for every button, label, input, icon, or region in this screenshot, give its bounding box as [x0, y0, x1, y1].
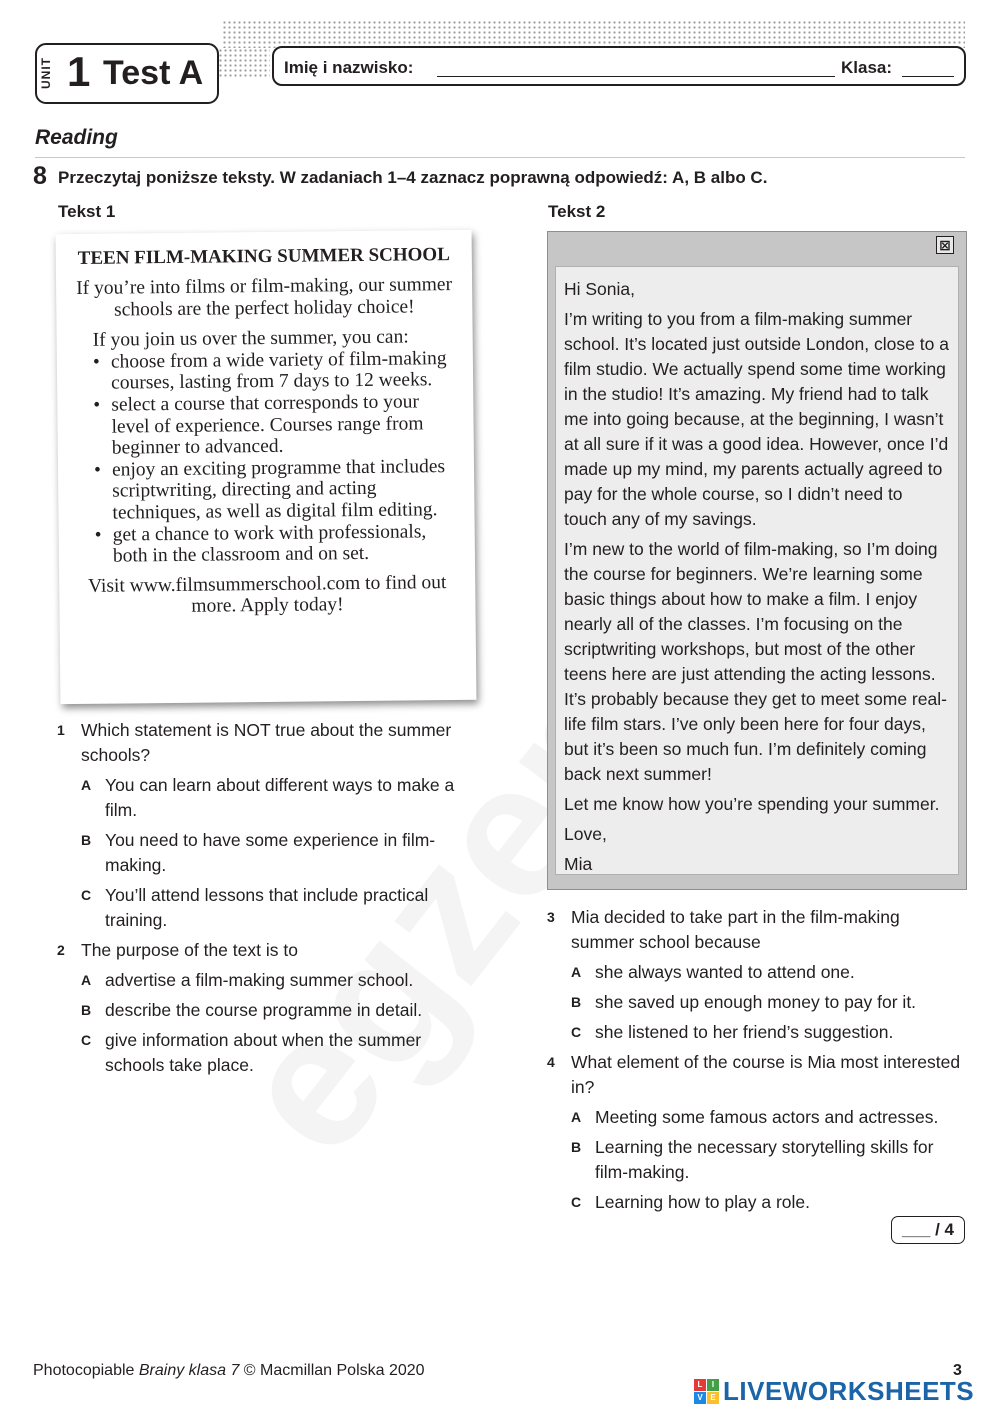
question-2 [57, 938, 477, 963]
logo-tile: E [707, 1392, 719, 1404]
task-instruction: Przeczytaj poniższe teksty. W zadaniach 1–4 zaznacz poprawną odpowiedź: A, B albo C. [58, 168, 768, 187]
header-dotted-band-left [218, 48, 270, 78]
option-3c[interactable] [547, 1020, 965, 1045]
unit-badge [35, 43, 219, 104]
email-greeting: Hi Sonia, [564, 279, 636, 299]
email-window-text2 [547, 231, 967, 890]
option-text: You need to have some experience in film-making. [105, 830, 436, 875]
liveworksheets-icon [694, 1379, 719, 1404]
question-1 [57, 718, 477, 768]
option-letter: B [81, 832, 92, 848]
option-letter: B [571, 994, 582, 1010]
question-text: Mia decided to take part in the film-making summer school because [571, 907, 900, 952]
email-closing: Love, [564, 824, 607, 844]
unit-word: UNIT [39, 57, 53, 89]
question-text: Which statement is NOT true about the summer schools? [81, 720, 452, 765]
section-divider [35, 157, 965, 158]
question-text: What element of the course is Mia most interested in? [571, 1052, 961, 1097]
option-text: describe the course programme in detail. [105, 1000, 423, 1020]
text1-label: Tekst 1 [58, 202, 116, 221]
option-text: Learning how to play a role. [595, 1192, 810, 1212]
option-4a[interactable] [547, 1105, 965, 1130]
text2-label: Tekst 2 [548, 202, 606, 221]
footer-book-title: Brainy klasa 7 [138, 1362, 240, 1379]
footer-suffix: © Macmillan Polska 2020 [239, 1362, 425, 1379]
option-letter: A [571, 964, 582, 980]
poster-visit: Visit www.filmsummerschool.com to find out more. Apply today! [87, 571, 447, 618]
task-number: 8 [33, 162, 47, 190]
option-letter: C [571, 1024, 582, 1040]
option-letter: C [571, 1194, 582, 1210]
logo-tile: I [707, 1379, 719, 1391]
option-text: You’ll attend lessons that include practical training. [105, 885, 429, 930]
section-title: Reading [35, 126, 118, 149]
option-text: You can learn about different ways to make a film. [105, 775, 455, 820]
option-letter: B [81, 1002, 92, 1018]
question-number: 1 [57, 722, 65, 738]
liveworksheets-wordmark: LIVEWORKSHEETS [723, 1375, 975, 1406]
option-text: she always wanted to attend one. [595, 962, 855, 982]
option-text: advertise a film-making summer school. [105, 970, 414, 990]
option-text: she listened to her friend’s suggestion. [595, 1022, 894, 1042]
questions-left [57, 718, 477, 1083]
option-2c[interactable] [57, 1028, 477, 1078]
page-number: 3 [953, 1362, 962, 1379]
question-number: 3 [547, 909, 555, 925]
name-label: Imię i nazwisko: [284, 58, 414, 77]
email-signature: Mia [564, 854, 593, 874]
option-text: Meeting some famous actors and actresses. [595, 1107, 939, 1127]
option-letter: C [81, 887, 92, 903]
option-2a[interactable] [57, 968, 477, 993]
question-3 [547, 905, 965, 955]
poster-bullet: • choose from a wide variety of film-making courses, lasting from 7 days to 12 weeks. [111, 348, 461, 395]
question-number: 2 [57, 942, 65, 958]
option-4b[interactable] [547, 1135, 965, 1185]
logo-tile: V [694, 1392, 706, 1404]
poster-bullet: • enjoy an exciting programme that includes scriptwriting, directing and acting techniques, as well as digital film editing. [112, 456, 463, 524]
score-box[interactable]: ___ / 4 [891, 1216, 965, 1244]
option-letter: A [571, 1109, 582, 1125]
email-paragraph: I’m new to the world of film-making, so I’m doing the course for beginners. We’re learning some basic things about how to make a film. I enjoy nearly all of the classes. I’m focusing on the scriptwriting workshops, but most of the other teens here are just attending the acting lessons. It’s probably because they get to meet some real-life film stars. I’ve only been here for four days, but it’s been so much fun. I’m definitely coming back next summer! [564, 539, 947, 784]
option-3a[interactable] [547, 960, 965, 985]
question-4 [547, 1050, 965, 1100]
option-3b[interactable] [547, 990, 965, 1015]
option-1a[interactable] [57, 773, 477, 823]
option-2b[interactable] [57, 998, 477, 1023]
close-icon[interactable]: ⊠ [936, 236, 954, 254]
test-title: Test A [103, 54, 204, 92]
option-letter: A [81, 777, 92, 793]
option-1c[interactable] [57, 883, 477, 933]
logo-tile: L [694, 1379, 706, 1391]
name-field[interactable] [437, 76, 835, 77]
poster-bullet: • select a course that corresponds to your level of experience. Courses range from beginner to advanced. [111, 391, 462, 459]
option-text: give information about when the summer schools take place. [105, 1030, 422, 1075]
footer-credit [33, 1362, 425, 1380]
student-info-box [272, 46, 966, 86]
poster-lead: If you join us over the summer, you can: [92, 326, 409, 351]
poster-bullet: • get a chance to work with professionals, both in the classroom and on set. [113, 520, 463, 567]
option-letter: B [571, 1139, 582, 1155]
email-body [555, 266, 959, 875]
questions-right [547, 905, 965, 1220]
footer-prefix: Photocopiable [33, 1362, 139, 1379]
header-dotted-band [222, 20, 965, 48]
poster-intro: If you’re into films or film-making, our summer schools are the perfect holiday choice! [76, 274, 453, 321]
class-field[interactable] [902, 76, 954, 77]
class-label: Klasa: [841, 58, 893, 77]
email-paragraph: I’m writing to you from a film-making summer school. It’s located just outside London, close to a film studio. We actually spend some time working in the studio! It’s amazing. My friend had to talk me into going because, at the beginning, I wasn’t at all sure if it was a good idea. However, once I’d made up my mind, my parents actually agreed to pay for the whole course, so I didn’t need to touch any of my savings. [564, 309, 949, 529]
poster-title: TEEN FILM-MAKING SUMMER SCHOOL [77, 244, 450, 269]
question-number: 4 [547, 1054, 555, 1070]
unit-number: 1 [67, 48, 91, 95]
option-4c[interactable] [547, 1190, 965, 1215]
poster-bullet-list [69, 348, 463, 568]
option-text: she saved up enough money to pay for it. [595, 992, 917, 1012]
option-letter: C [81, 1032, 92, 1048]
liveworksheets-logo[interactable] [694, 1376, 974, 1406]
option-text: Learning the necessary storytelling skills for film-making. [595, 1137, 934, 1182]
email-paragraph: Let me know how you’re spending your summer. [564, 794, 940, 814]
option-letter: A [81, 972, 92, 988]
question-text: The purpose of the text is to [81, 940, 298, 960]
option-1b[interactable] [57, 828, 477, 878]
poster-text1 [56, 230, 477, 704]
